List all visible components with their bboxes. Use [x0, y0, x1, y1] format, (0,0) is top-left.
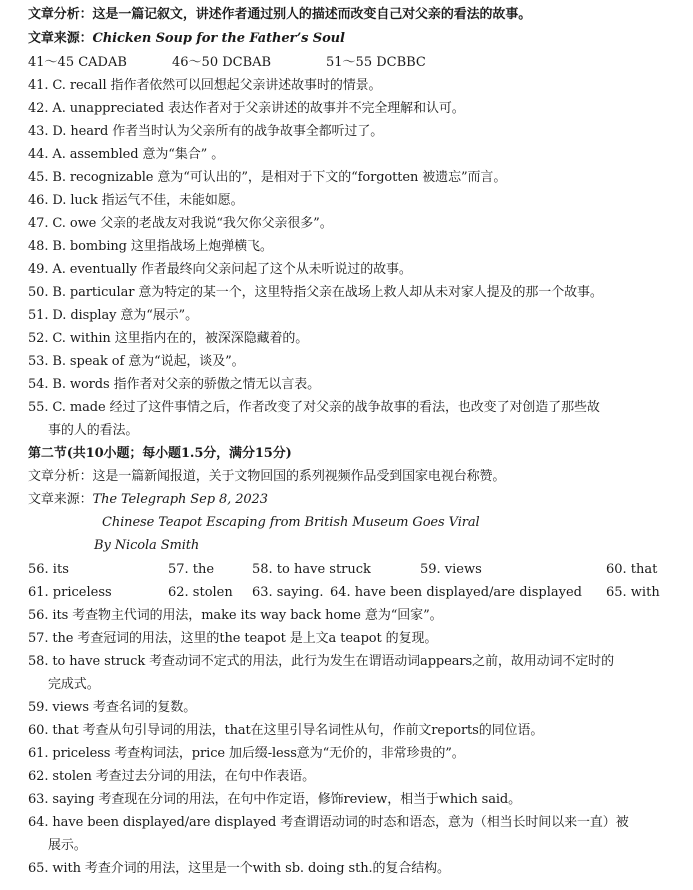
analysis-text: 这是一篇记叙文，讲述作者通过别人的描述而改变自己对父亲的看法的故事。 [92, 7, 532, 22]
answer-key-51-55: 51～55 DCBBC [326, 55, 426, 70]
explanation-65: 65. with 考查介词的用法，这里是一个with sb. doing sth.的复合结构。 [28, 861, 450, 876]
explanation-51: 51. D. display 意为“展示”。 [28, 308, 198, 323]
explanation-64-cont: 展示。 [48, 838, 87, 853]
analysis-label: 文章分析： [28, 7, 93, 22]
article-byline: By Nicola Smith [94, 538, 200, 553]
article-title: Chinese Teapot Escaping from British Museum Goes Viral [102, 515, 480, 530]
source-title: The Telegraph Sep 8, 2023 [92, 492, 268, 507]
explanation-47: 47. C. owe 父亲的老战友对我说“我欠你父亲很多”。 [28, 216, 333, 231]
passage-source-1 [28, 31, 345, 47]
explanation-62: 62. stolen 考查过去分词的用法，在句中作表语。 [28, 769, 316, 784]
explanation-55: 55. C. made 经过了这件事情之后，作者改变了对父亲的战争故事的看法，也改变了对创造了那些故 [28, 400, 600, 415]
answer-key-46-50: 46～50 DCBAB [172, 55, 272, 70]
source-label: 文章来源： [28, 31, 93, 46]
analysis-text: 这是一篇新闻报道，关于文物回国的系列视频作品受到国家电视台称赞。 [92, 469, 506, 484]
explanation-59: 59. views 考查名词的复数。 [28, 700, 197, 715]
explanation-56: 56. its 考查物主代词的用法，make its way back home 意为“回家”。 [28, 608, 443, 623]
answer-62: 62. stolen [168, 585, 233, 600]
explanation-41: 41. C. recall 指作者依然可以回想起父亲讲述故事时的情景。 [28, 78, 382, 93]
answer-key-41-45: 41～45 CADAB [28, 55, 127, 70]
answer-59: 59. views [420, 562, 482, 577]
source-label: 文章来源： [28, 492, 93, 507]
explanation-61: 61. priceless 考查构词法，price 加后缀-less意为“无价的，非常珍贵的”。 [28, 746, 465, 761]
analysis-label: 文章分析： [28, 469, 93, 484]
explanation-60: 60. that 考查从句引导词的用法，that在这里引导名词性从句，作前文reports的同位语。 [28, 723, 544, 738]
explanation-54: 54. B. words 指作者对父亲的骄傲之情无以言表。 [28, 377, 321, 392]
explanation-42: 42. A. unappreciated 表达作者对于父亲讲述的故事并不完全理解和认可。 [28, 101, 465, 116]
answer-65: 65. with [606, 585, 660, 600]
explanation-53: 53. B. speak of 意为“说起，谈及”。 [28, 354, 245, 369]
answer-56: 56. its [28, 562, 69, 577]
explanation-50: 50. B. particular 意为特定的某一个，这里特指父亲在战场上救人却从未对家人提及的那一个故事。 [28, 285, 603, 300]
source-title: Chicken Soup for the Father’s Soul [92, 31, 345, 46]
explanation-45: 45. B. recognizable 意为“可认出的”，是相对于下文的“forgotten 被遗忘”而言。 [28, 170, 507, 185]
passage-source-2 [28, 492, 268, 508]
explanation-64: 64. have been displayed/are displayed 考查谓语动词的时态和语态，意为（相当长时间以来一直）被 [28, 815, 629, 830]
answer-60: 60. that [606, 562, 658, 577]
section-2-heading: 第二节(共10小题；每小题1.5分，满分15分) [28, 446, 292, 461]
explanation-49: 49. A. eventually 作者最终向父亲问起了这个从未听说过的故事。 [28, 262, 412, 277]
passage-analysis-1 [28, 7, 531, 23]
answer-64: 64. have been displayed/are displayed [330, 585, 582, 600]
explanation-48: 48. B. bombing 这里指战场上炮弹横飞。 [28, 239, 273, 254]
explanation-43: 43. D. heard 作者当时认为父亲所有的战争故事全都听过了。 [28, 124, 384, 139]
explanation-58-cont: 完成式。 [48, 677, 100, 692]
passage-analysis-2 [28, 469, 505, 485]
answer-58: 58. to have struck [252, 562, 371, 577]
answer-61: 61. priceless [28, 585, 112, 600]
explanation-58: 58. to have struck 考查动词不定式的用法，此行为发生在谓语动词appears之前，故用动词不定时的 [28, 654, 614, 669]
explanation-44: 44. A. assembled 意为“集合” 。 [28, 147, 225, 162]
explanation-46: 46. D. luck 指运气不佳，未能如愿。 [28, 193, 244, 208]
answer-57: 57. the [168, 562, 215, 577]
explanation-63: 63. saying 考查现在分词的用法，在句中作定语，修饰review，相当于which said。 [28, 792, 522, 807]
explanation-52: 52. C. within 这里指内在的，被深深隐藏着的。 [28, 331, 309, 346]
explanation-55-cont: 事的人的看法。 [48, 423, 139, 438]
explanation-57: 57. the 考查冠词的用法，这里的the teapot 是上文a teapot 的复现。 [28, 631, 438, 646]
answer-63: 63. saying. [252, 585, 324, 600]
